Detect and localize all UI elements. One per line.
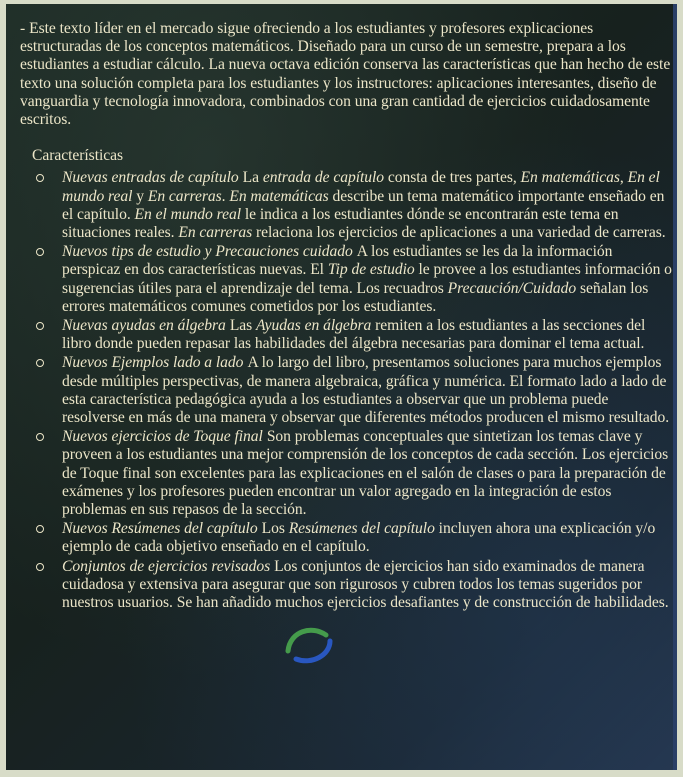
feature-emphasis: En carreras	[147, 187, 222, 205]
bullet-icon	[36, 563, 44, 571]
feature-emphasis: En carreras	[178, 224, 253, 242]
feature-text: ,	[619, 169, 628, 187]
watermark-logo	[282, 621, 336, 667]
feature-text: relaciona los ejercicios de aplicaciones a una variedad de carreras.	[252, 224, 666, 242]
intro-paragraph	[20, 20, 672, 129]
feature-text: le indica a los estudiantes dónde se encontrarán este tema en situaciones reales.	[62, 205, 619, 242]
feature-text: le provee a los estudiantes información o sugerencias útiles para el aprendizaje del tema. Los recuadros	[62, 261, 672, 297]
bullet-icon	[36, 359, 44, 367]
feature-text: Las	[229, 317, 257, 335]
feature-title: Nuevos Resúmenes del capítulo	[62, 520, 258, 538]
feature-item	[20, 520, 672, 556]
features-list	[20, 169, 672, 612]
feature-text: consta de tres partes,	[384, 169, 521, 187]
back-cover-panel	[6, 4, 677, 770]
feature-emphasis: En matemáticas	[520, 169, 620, 187]
feature-title: Nuevos ejercicios de Toque final	[62, 428, 263, 446]
feature-emphasis: En el mundo real	[62, 169, 660, 205]
feature-title: Nuevas ayudas en álgebra	[62, 317, 226, 335]
bullet-icon	[36, 174, 44, 182]
feature-title: Conjuntos de ejercicios revisados	[62, 557, 271, 575]
feature-text: Son problemas conceptuales que sintetizan los temas clave y proveen a los estudiantes una mejor comprensión de los conceptos de cada sección. Los ejercicios de Toque final son excelentes para las explicaciones en el salón de clases o para la preparación de exámenes y los profesores pueden encontrar un valor agregado en la integración de estos problemas en sus repasos de la sección.	[62, 428, 669, 519]
section-title: Características	[32, 147, 124, 165]
feature-emphasis: Tip de estudio	[327, 261, 415, 279]
logo-green-arc	[288, 630, 326, 651]
feature-item	[20, 243, 672, 316]
feature-text: y	[132, 187, 148, 205]
feature-emphasis: Resúmenes del capítulo	[288, 520, 435, 538]
feature-emphasis: Precaución/Cuidado	[447, 279, 577, 297]
feature-emphasis: entrada de capítulo	[262, 169, 385, 187]
feature-item	[20, 317, 672, 353]
intro-text: Este texto líder en el mercado sigue ofreciendo a los estudiantes y profesores explicaciones estructuradas de los conceptos matemáticos. Diseñado para un curso de un semestre, prepara a los estudiantes a estudiar cálculo. La nueva octava edición conserva las características que han hecho de este texto una solución completa para los estudiantes y los instructores: aplicaciones interesantes, diseño de vanguardia y tecnología innovadora, combinados con una gran cantidad de ejercicios cuidadosamente escritos.	[20, 20, 671, 129]
feature-text: incluyen ahora una explicación y/o ejemplo de cada objetivo enseñado en el capítulo.	[62, 520, 656, 556]
feature-text: Los	[261, 520, 289, 538]
bullet-icon	[36, 433, 44, 441]
feature-text: .	[221, 187, 230, 205]
intro-dash: -	[20, 20, 26, 37]
feature-emphasis: En el mundo real	[134, 205, 241, 223]
bullet-icon	[36, 248, 44, 256]
feature-item	[20, 558, 672, 613]
feature-title: Nuevos tips de estudio y Precauciones cuidado	[62, 243, 353, 261]
feature-text: señalan los errores matemáticos comunes cometidos por los estudiantes.	[62, 279, 649, 315]
feature-emphasis: Ayudas en álgebra	[256, 317, 372, 335]
feature-text: La	[242, 169, 263, 187]
feature-text: A lo largo del libro, presentamos soluciones para muchos ejemplos desde múltiples perspectivas, de manera algebraica, gráfica y numérica. El formato lado a lado de esta característica pedagógica ayuda a los estudiantes a observar que un problema puede resolverse en más de una manera y observar que diferentes métodos producen el mismo resultado.	[62, 354, 670, 427]
feature-title: Nuevos Ejemplos lado a lado	[62, 354, 244, 372]
feature-text: remiten a los estudiantes a las secciones del libro donde pueden repasar las habilidades del álgebra necesarias para dominar el tema actual.	[62, 317, 646, 353]
feature-text: Los conjuntos de ejercicios han sido examinados de manera cuidadosa y extensiva para asegurar que son rigurosos y cubren todos los temas sugeridos por nuestros usuarios. Se han añadido muchos ejercicios desafiantes y de construcción de habilidades.	[62, 557, 669, 612]
feature-text: describe un tema matemático importante enseñado en el capítulo.	[62, 187, 665, 223]
feature-item	[20, 428, 672, 519]
feature-text: A los estudiantes se les da la información perspicaz en dos características nuevas. El	[62, 243, 613, 279]
bullet-icon	[36, 322, 44, 330]
feature-title: Nuevas entradas de capítulo	[62, 169, 239, 187]
description-text	[20, 20, 672, 613]
logo-blue-arc	[296, 641, 330, 661]
feature-item	[20, 169, 672, 242]
feature-emphasis: En matemáticas	[229, 187, 329, 205]
feature-item	[20, 354, 672, 427]
bullet-icon	[36, 525, 44, 533]
